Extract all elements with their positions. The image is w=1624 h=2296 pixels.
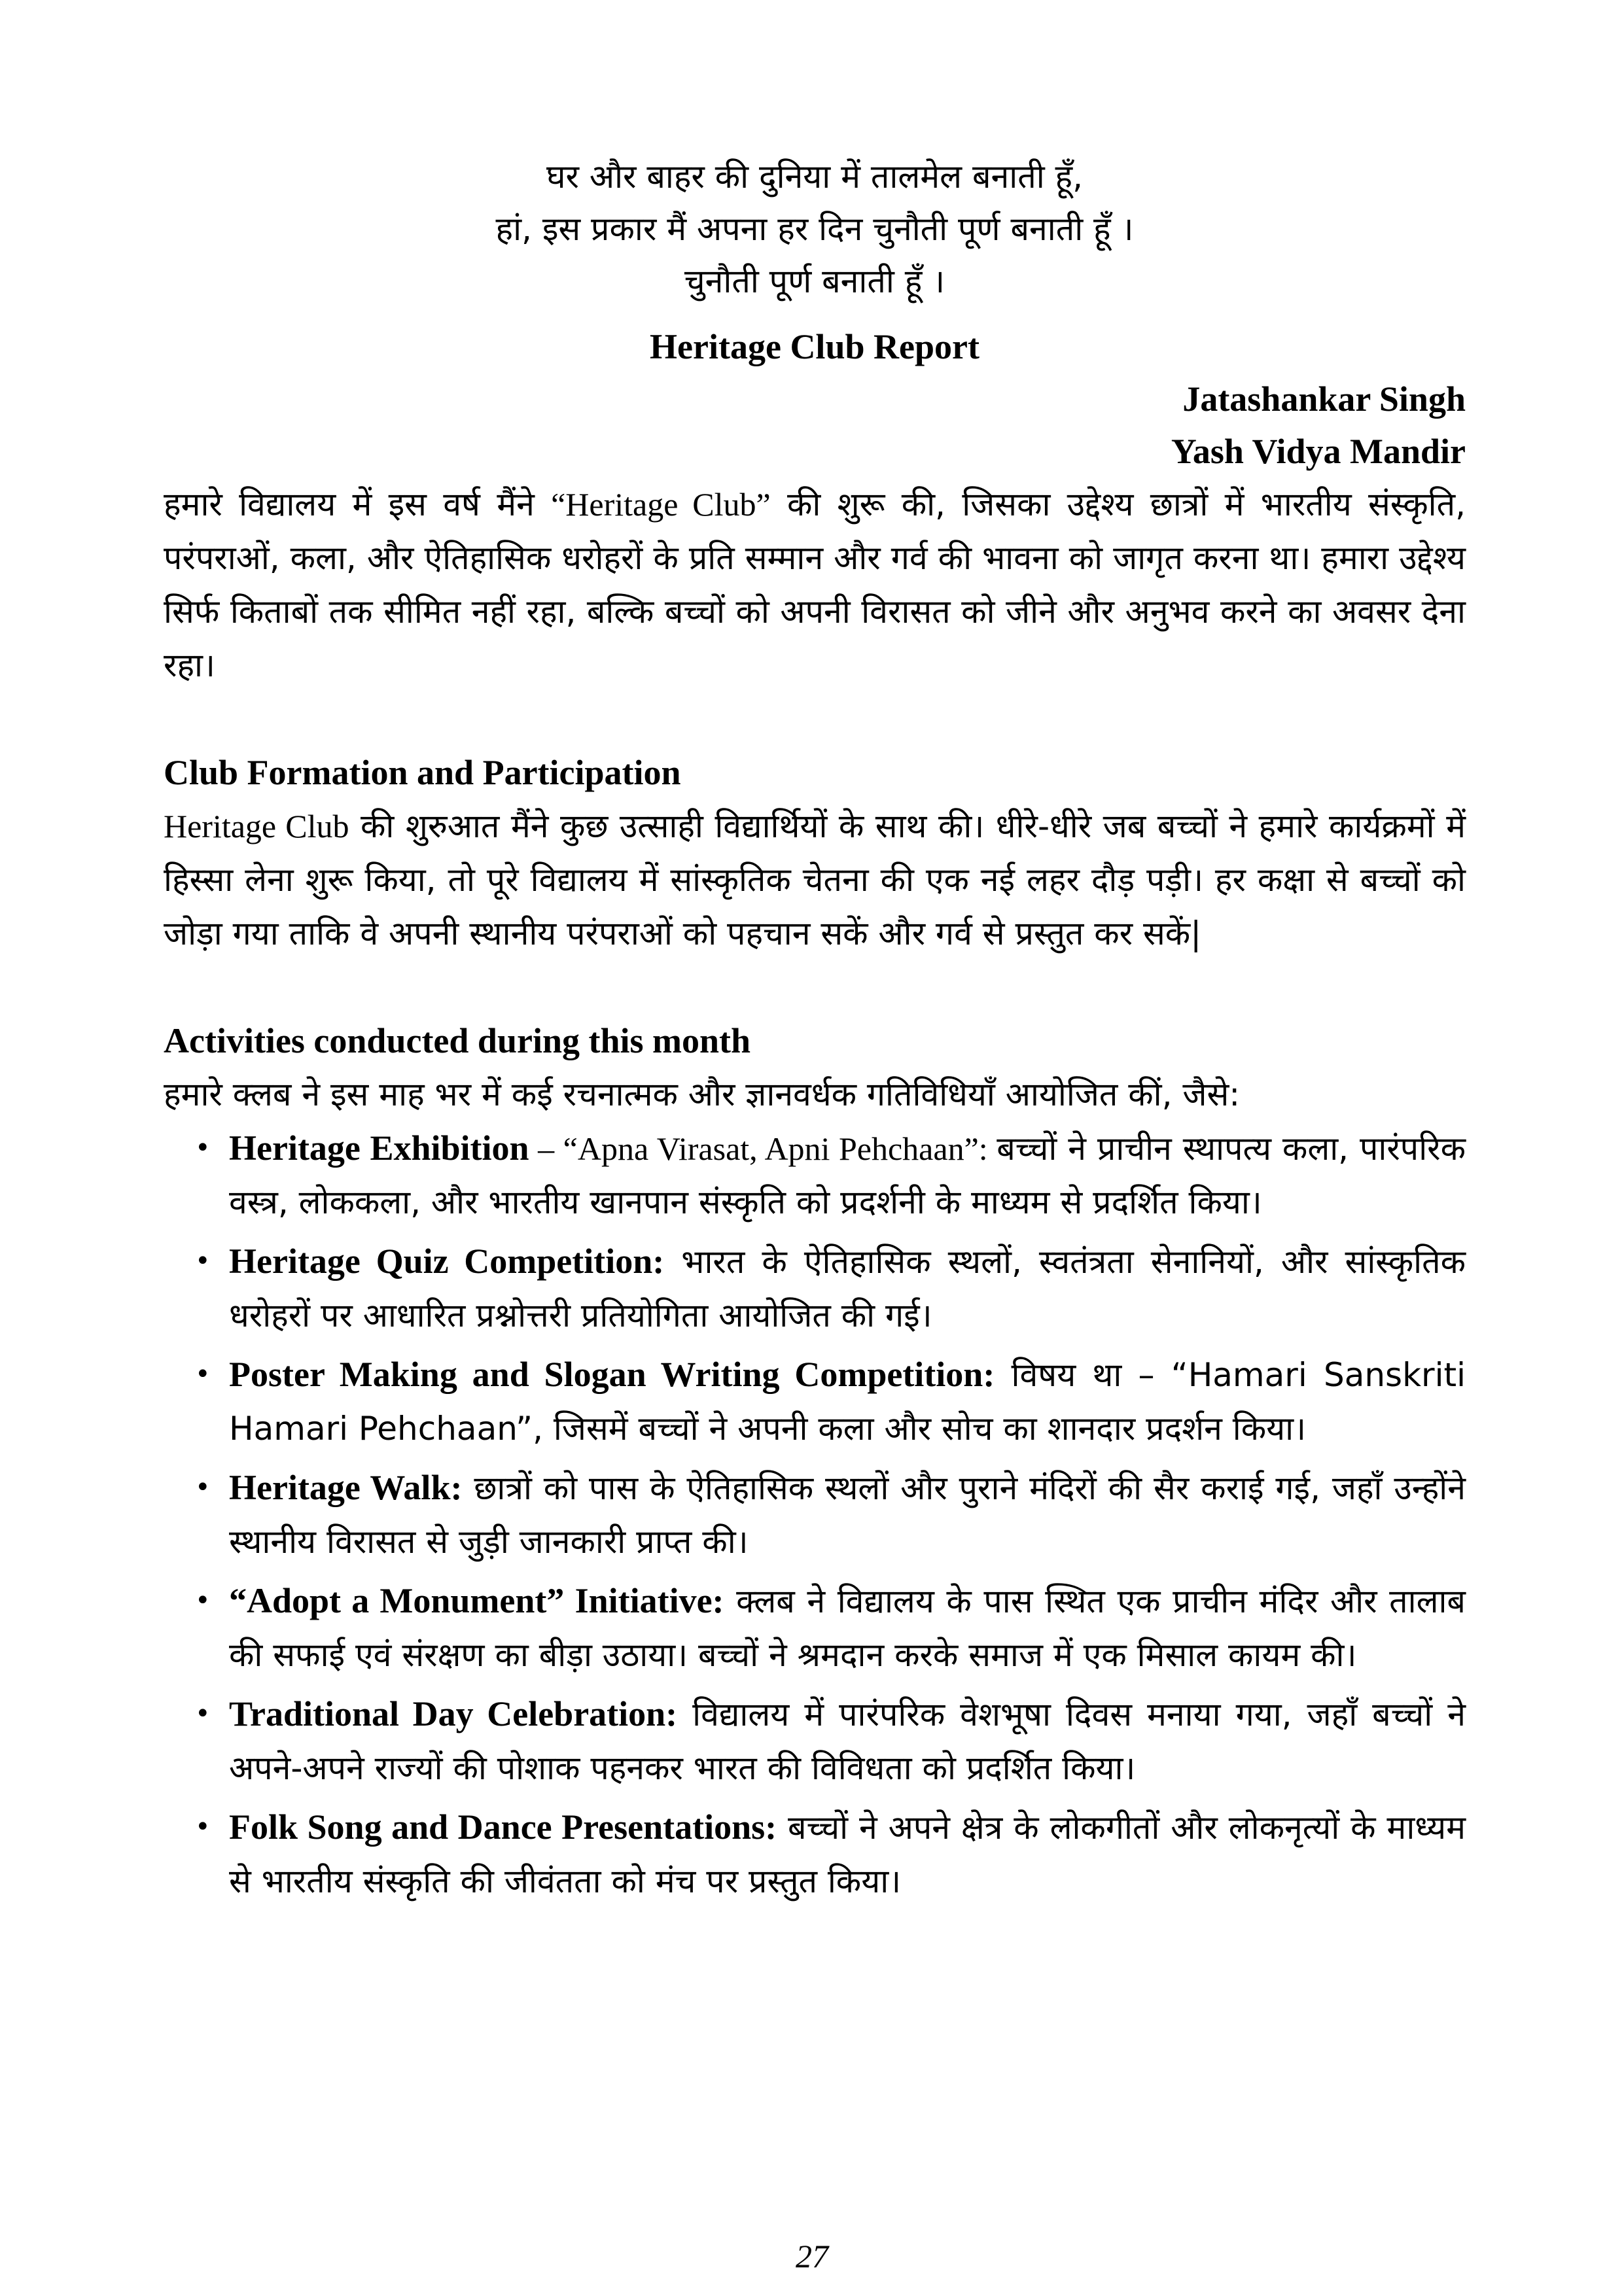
bullet-icon: • <box>195 1246 211 1276</box>
bullet-icon: • <box>195 1586 211 1616</box>
activity-text: विद्यालय में पारंपरिक वेशभूषा दिवस मनाया गया, जहाँ बच्चों ने अपने-अपने राज्यों की पोशाक पहनकर भारत की विविधता को प्रदर्शित किया। <box>229 1696 1466 1787</box>
list-item <box>164 1121 1466 1229</box>
activity-label: Traditional Day Celebration: <box>229 1694 678 1733</box>
formation-paragraph <box>164 799 1466 960</box>
list-item <box>164 1687 1466 1795</box>
document-page <box>164 150 1466 1913</box>
activity-text: विषय था – “Hamari Sanskriti Hamari Pehchaan”, जिसमें बच्चों ने अपनी कला और सोच का शानदार प्रदर्शन किया। <box>229 1356 1466 1448</box>
poem-line: चुनौती पूर्ण बनाती हूँ । <box>684 262 945 300</box>
activity-text: बच्चों ने अपने क्षेत्र के लोकगीतों और लोकनृत्यों के माध्यम से भारतीय संस्कृति की जीवंतता को मंच पर प्रस्तुत किया। <box>229 1809 1466 1900</box>
activity-label: Folk Song and Dance Presentations: <box>229 1807 777 1847</box>
activity-label: “Adopt a Monument” Initiative: <box>229 1581 724 1620</box>
club-name: Heritage Club <box>164 808 349 844</box>
section-heading-activities: Activities conducted during this month <box>164 1021 751 1060</box>
activity-label: Heritage Walk: <box>229 1468 463 1507</box>
intro-paragraph <box>164 478 1466 692</box>
spacer <box>724 1582 737 1620</box>
bullet-icon: • <box>195 1133 211 1163</box>
intro-text: की शुरू की, जिसका उद्देश्य छात्रों में भारतीय संस्कृति, परंपराओं, कला, और ऐतिहासिक धरोहरों के प्रति सम्मान और गर्व की भावना को जागृत करना था। हमारा उद्देश्य सिर्फ किताबों तक सीमित नहीं रहा, बल्कि बच्चों को अपनी विरासत को जीने और अनुभव करने का अवसर देना रहा। <box>164 485 1466 684</box>
list-item <box>164 1461 1466 1569</box>
spacer <box>995 1356 1011 1394</box>
school-name: Yash Vidya Mandir <box>1171 432 1466 471</box>
activities-intro: हमारे क्लब ने इस माह भर में कई रचनात्मक और ज्ञानवर्धक गतिविधियाँ आयोजित कीं, जैसे: <box>164 1075 1241 1113</box>
spacer <box>462 1469 474 1507</box>
poem-line: घर और बाहर की दुनिया में तालमेल बनाती हूँ, <box>546 158 1083 196</box>
list-item <box>164 1348 1466 1455</box>
bullet-icon: • <box>195 1812 211 1842</box>
author-name: Jatashankar Singh <box>1182 379 1466 419</box>
activities-list <box>164 1121 1466 1908</box>
list-item <box>164 1234 1466 1342</box>
bullet-icon: • <box>195 1699 211 1729</box>
activity-text: भारत के ऐतिहासिक स्थलों, स्वतंत्रता सेनानियों, और सांस्कृतिक धरोहरों पर आधारित प्रश्नोत्तरी प्रतियोगिता आयोजित की गई। <box>229 1243 1466 1334</box>
activity-label: Poster Making and Slogan Writing Competition: <box>229 1355 995 1394</box>
spacer <box>677 1696 692 1733</box>
spacer <box>664 1243 681 1281</box>
activity-label: Heritage Exhibition <box>229 1128 529 1168</box>
poem-line: हां, इस प्रकार मैं अपना हर दिन चुनौती पूर्ण बनाती हूँ । <box>495 210 1134 248</box>
list-item <box>164 1574 1466 1682</box>
intro-text: हमारे विद्यालय में इस वर्ष मैंने <box>164 485 552 523</box>
activity-text: बच्चों ने प्राचीन स्थापत्य कला, पारंपरिक वस्त्र, लोककला, और भारतीय खानपान संस्कृति को प्रदर्शनी के माध्यम से प्रदर्शित किया। <box>229 1130 1466 1221</box>
spacer <box>777 1809 788 1847</box>
activity-text: छात्रों को पास के ऐतिहासिक स्थलों और पुराने मंदिरों की सैर कराई गई, जहाँ उन्होंने स्थानीय विरासत से जुड़ी जानकारी प्राप्त की। <box>229 1469 1466 1561</box>
activity-label: Heritage Quiz Competition: <box>229 1242 665 1281</box>
list-item <box>164 1800 1466 1908</box>
activity-subtitle: – “Apna Virasat, Apni Pehchaan”: <box>529 1130 997 1167</box>
page-number: 27 <box>796 2238 828 2274</box>
poem-stanza <box>164 150 1466 307</box>
section-heading-formation: Club Formation and Participation <box>164 753 681 792</box>
club-name-quote: “Heritage Club” <box>551 486 771 523</box>
report-title: Heritage Club Report <box>650 327 980 366</box>
activity-text: क्लब ने विद्यालय के पास स्थित एक प्राचीन मंदिर और तालाब की सफाई एवं संरक्षण का बीड़ा उठाया। बच्चों ने श्रमदान करके समाज में एक मिसाल कायम की। <box>229 1582 1466 1674</box>
bullet-icon: • <box>195 1472 211 1503</box>
formation-text: की शुरुआत मैंने कुछ उत्साही विद्यार्थियों के साथ की। धीरे-धीरे जब बच्चों ने हमारे कार्यक्रमों में हिस्सा लेना शुरू किया, तो पूरे विद्यालय में सांस्कृतिक चेतना की एक नई लहर दौड़ पड़ी। हर कक्षा से बच्चों को जोड़ा गया ताकि वे अपनी स्थानीय परंपराओं को पहचान सकें और गर्व से प्रस्तुत कर सकें| <box>164 807 1466 952</box>
bullet-icon: • <box>195 1359 211 1389</box>
